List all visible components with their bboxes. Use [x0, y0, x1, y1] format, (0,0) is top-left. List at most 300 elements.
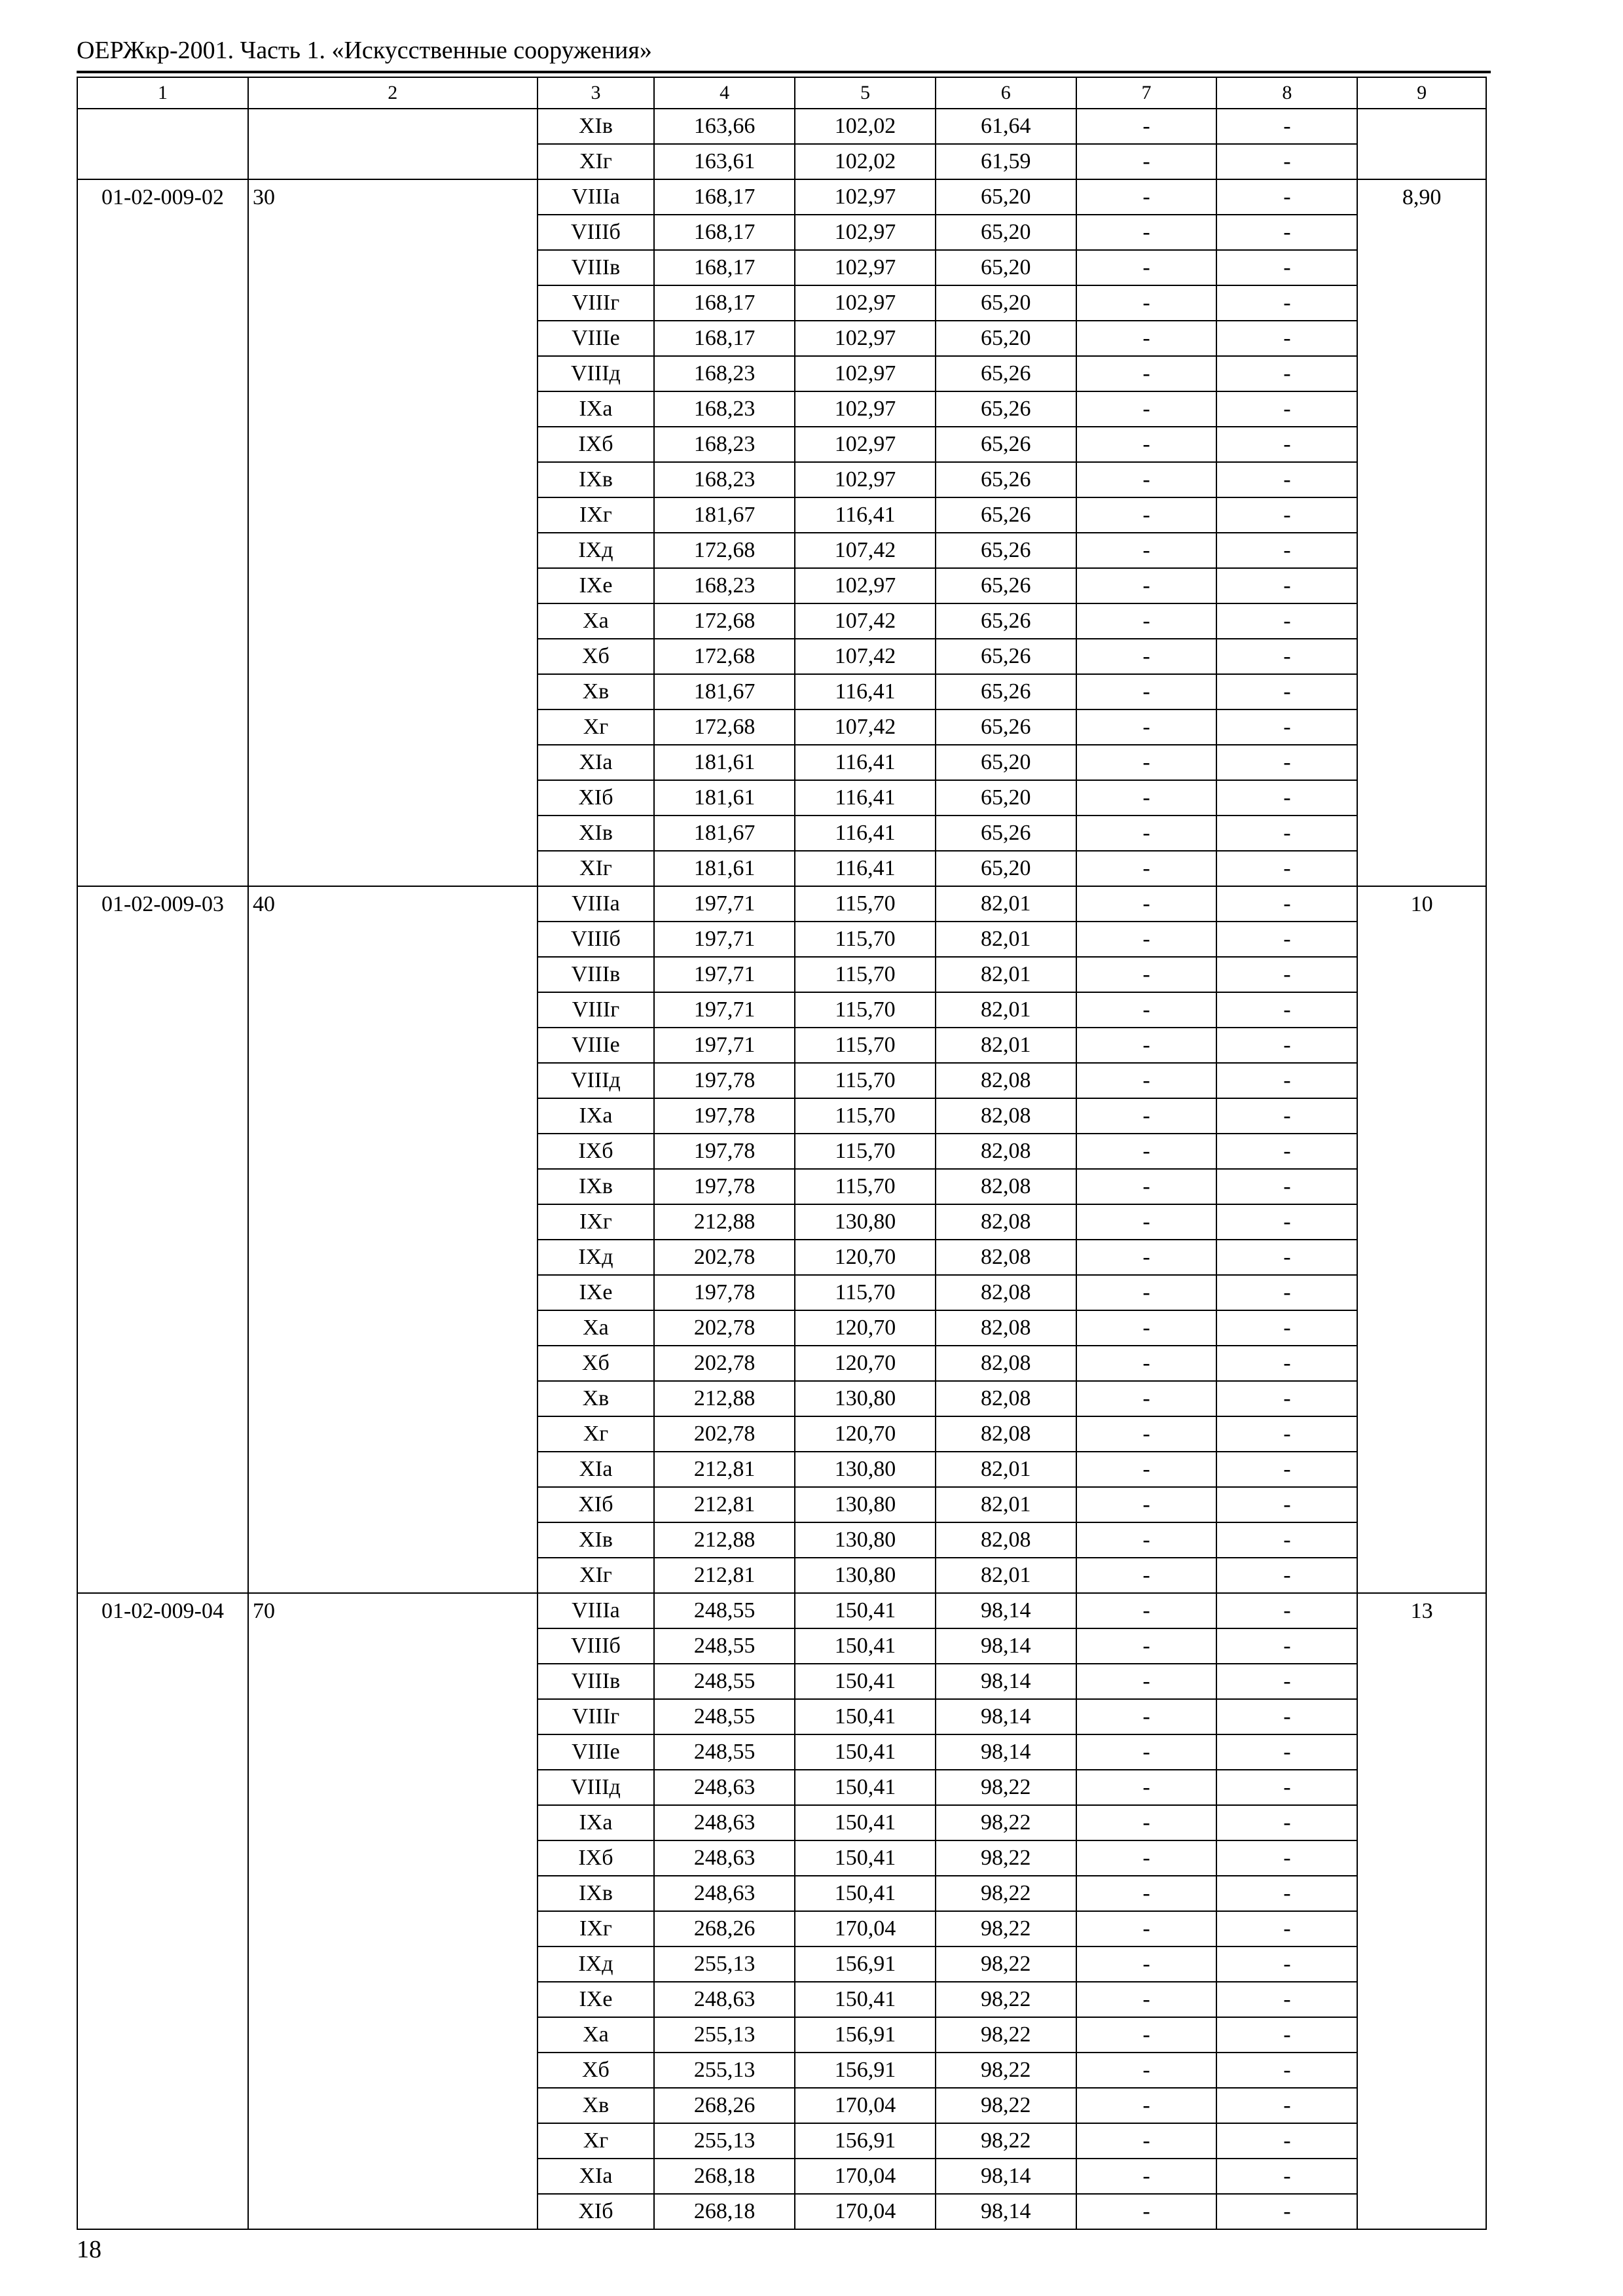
variant-cell: IXб: [538, 1840, 655, 1876]
variant-cell: VIIIв: [538, 957, 655, 992]
norm-code-cell: [77, 109, 248, 179]
value-col7-cell: -: [1076, 2017, 1217, 2053]
value-col6-cell: 82,08: [936, 1240, 1076, 1275]
value-col8-cell: -: [1216, 2088, 1357, 2123]
value-col7-cell: -: [1076, 1558, 1217, 1593]
norm-parameter-cell: 70: [248, 1593, 538, 2229]
value-col7-cell: -: [1076, 2159, 1217, 2194]
value-col4-cell: 212,81: [654, 1487, 795, 1522]
value-col7-cell: -: [1076, 568, 1217, 603]
value-col6-cell: 98,14: [936, 1699, 1076, 1734]
variant-cell: VIIIе: [538, 321, 655, 356]
column-number-cell: 1: [77, 77, 248, 109]
variant-cell: IXе: [538, 568, 655, 603]
value-col7-cell: -: [1076, 2123, 1217, 2159]
value-col6-cell: 61,59: [936, 144, 1076, 179]
value-col6-cell: 98,22: [936, 1876, 1076, 1911]
value-col6-cell: 98,14: [936, 1734, 1076, 1770]
variant-cell: Xб: [538, 1346, 655, 1381]
value-col4-cell: 168,17: [654, 285, 795, 321]
value-col8-cell: -: [1216, 250, 1357, 285]
value-col7-cell: -: [1076, 957, 1217, 992]
variant-cell: VIIIг: [538, 1699, 655, 1734]
value-col6-cell: 98,22: [936, 2053, 1076, 2088]
value-col8-cell: -: [1216, 1275, 1357, 1310]
page-number: 18: [77, 2236, 101, 2263]
value-col5-cell: 102,97: [795, 179, 936, 215]
value-col5-cell: 156,91: [795, 2123, 936, 2159]
variant-cell: Xв: [538, 1381, 655, 1416]
value-col4-cell: 181,61: [654, 745, 795, 780]
value-col7-cell: -: [1076, 533, 1217, 568]
value-col8-cell: -: [1216, 144, 1357, 179]
variant-cell: VIIIб: [538, 1628, 655, 1664]
value-col6-cell: 98,22: [936, 1982, 1076, 2017]
variant-cell: VIIIд: [538, 1063, 655, 1098]
value-col5-cell: 156,91: [795, 2053, 936, 2088]
value-col4-cell: 197,78: [654, 1275, 795, 1310]
value-col7-cell: -: [1076, 603, 1217, 639]
column9-cell: 10: [1357, 886, 1486, 1593]
value-col7-cell: -: [1076, 639, 1217, 674]
value-col8-cell: -: [1216, 1628, 1357, 1664]
value-col5-cell: 130,80: [795, 1381, 936, 1416]
variant-cell: XIб: [538, 2194, 655, 2229]
value-col8-cell: -: [1216, 603, 1357, 639]
value-col8-cell: -: [1216, 1204, 1357, 1240]
variant-cell: IXв: [538, 1876, 655, 1911]
value-col6-cell: 65,26: [936, 462, 1076, 497]
value-col4-cell: 248,63: [654, 1840, 795, 1876]
column-number-cell: 9: [1357, 77, 1486, 109]
value-col5-cell: 170,04: [795, 1911, 936, 1946]
value-col6-cell: 82,01: [936, 1028, 1076, 1063]
value-col6-cell: 65,20: [936, 780, 1076, 816]
value-col4-cell: 202,78: [654, 1346, 795, 1381]
variant-cell: IXд: [538, 1946, 655, 1982]
value-col7-cell: -: [1076, 109, 1217, 144]
value-col5-cell: 107,42: [795, 639, 936, 674]
value-col8-cell: -: [1216, 391, 1357, 427]
value-col7-cell: -: [1076, 922, 1217, 957]
value-col7-cell: -: [1076, 709, 1217, 745]
value-col7-cell: -: [1076, 886, 1217, 922]
value-col4-cell: 255,13: [654, 1946, 795, 1982]
value-col6-cell: 82,01: [936, 957, 1076, 992]
value-col7-cell: -: [1076, 179, 1217, 215]
value-col8-cell: -: [1216, 1522, 1357, 1558]
value-col7-cell: -: [1076, 1452, 1217, 1487]
variant-cell: VIIIе: [538, 1028, 655, 1063]
value-col8-cell: -: [1216, 2194, 1357, 2229]
variant-cell: XIа: [538, 1452, 655, 1487]
value-col5-cell: 116,41: [795, 780, 936, 816]
value-col6-cell: 82,08: [936, 1275, 1076, 1310]
value-col8-cell: -: [1216, 2159, 1357, 2194]
value-col8-cell: -: [1216, 356, 1357, 391]
value-col7-cell: -: [1076, 1628, 1217, 1664]
value-col4-cell: 268,26: [654, 1911, 795, 1946]
value-col4-cell: 168,23: [654, 568, 795, 603]
variant-cell: XIб: [538, 780, 655, 816]
value-col8-cell: -: [1216, 1911, 1357, 1946]
value-col5-cell: 102,97: [795, 356, 936, 391]
variant-cell: VIIIб: [538, 215, 655, 250]
value-col4-cell: 255,13: [654, 2123, 795, 2159]
value-col4-cell: 268,18: [654, 2159, 795, 2194]
variant-cell: Xг: [538, 2123, 655, 2159]
variant-cell: Xб: [538, 2053, 655, 2088]
value-col6-cell: 98,22: [936, 1805, 1076, 1840]
value-col8-cell: -: [1216, 1416, 1357, 1452]
value-col5-cell: 130,80: [795, 1204, 936, 1240]
value-col8-cell: -: [1216, 1381, 1357, 1416]
value-col8-cell: -: [1216, 1558, 1357, 1593]
value-col5-cell: 102,97: [795, 321, 936, 356]
value-col4-cell: 212,88: [654, 1522, 795, 1558]
value-col7-cell: -: [1076, 816, 1217, 851]
value-col7-cell: -: [1076, 1381, 1217, 1416]
value-col6-cell: 98,22: [936, 1911, 1076, 1946]
value-col4-cell: 172,68: [654, 639, 795, 674]
variant-cell: IXг: [538, 497, 655, 533]
value-col6-cell: 98,14: [936, 2159, 1076, 2194]
value-col6-cell: 65,20: [936, 179, 1076, 215]
value-col4-cell: 168,17: [654, 215, 795, 250]
value-col7-cell: -: [1076, 1911, 1217, 1946]
value-col8-cell: -: [1216, 745, 1357, 780]
value-col4-cell: 248,63: [654, 1876, 795, 1911]
value-col8-cell: -: [1216, 1876, 1357, 1911]
value-col6-cell: 82,08: [936, 1134, 1076, 1169]
value-col4-cell: 197,78: [654, 1063, 795, 1098]
variant-cell: Xв: [538, 674, 655, 709]
variant-cell: IXд: [538, 533, 655, 568]
value-col8-cell: -: [1216, 780, 1357, 816]
value-col5-cell: 116,41: [795, 851, 936, 886]
value-col6-cell: 65,20: [936, 851, 1076, 886]
value-col6-cell: 98,22: [936, 2017, 1076, 2053]
value-col8-cell: -: [1216, 1805, 1357, 1840]
value-col8-cell: -: [1216, 1699, 1357, 1734]
value-col5-cell: 102,97: [795, 250, 936, 285]
value-col8-cell: -: [1216, 2017, 1357, 2053]
column-number-cell: 3: [538, 77, 655, 109]
value-col6-cell: 65,26: [936, 533, 1076, 568]
value-col8-cell: -: [1216, 321, 1357, 356]
norm-code-cell: 01-02-009-02: [77, 179, 248, 886]
value-col4-cell: 212,81: [654, 1452, 795, 1487]
value-col5-cell: 150,41: [795, 1876, 936, 1911]
value-col5-cell: 170,04: [795, 2159, 936, 2194]
value-col8-cell: -: [1216, 1734, 1357, 1770]
value-col6-cell: 82,08: [936, 1522, 1076, 1558]
value-col5-cell: 150,41: [795, 1770, 936, 1805]
value-col4-cell: 197,71: [654, 992, 795, 1028]
value-col5-cell: 107,42: [795, 603, 936, 639]
value-col4-cell: 197,71: [654, 922, 795, 957]
value-col6-cell: 82,01: [936, 1487, 1076, 1522]
value-col4-cell: 163,66: [654, 109, 795, 144]
value-col8-cell: -: [1216, 1240, 1357, 1275]
value-col6-cell: 82,08: [936, 1310, 1076, 1346]
value-col6-cell: 61,64: [936, 109, 1076, 144]
column-number-cell: 7: [1076, 77, 1217, 109]
value-col4-cell: 181,61: [654, 851, 795, 886]
variant-cell: VIIIв: [538, 250, 655, 285]
value-col8-cell: -: [1216, 992, 1357, 1028]
value-col8-cell: -: [1216, 568, 1357, 603]
value-col5-cell: 102,97: [795, 462, 936, 497]
value-col6-cell: 65,26: [936, 674, 1076, 709]
value-col7-cell: -: [1076, 462, 1217, 497]
value-col7-cell: -: [1076, 992, 1217, 1028]
value-col6-cell: 65,26: [936, 568, 1076, 603]
variant-cell: XIг: [538, 1558, 655, 1593]
value-col5-cell: 107,42: [795, 533, 936, 568]
value-col4-cell: 197,71: [654, 886, 795, 922]
value-col5-cell: 150,41: [795, 1664, 936, 1699]
value-col7-cell: -: [1076, 1028, 1217, 1063]
value-col7-cell: -: [1076, 1946, 1217, 1982]
value-col6-cell: 98,22: [936, 2123, 1076, 2159]
value-col4-cell: 212,81: [654, 1558, 795, 1593]
column-number-cell: 6: [936, 77, 1076, 109]
value-col5-cell: 150,41: [795, 1593, 936, 1628]
value-col4-cell: 268,26: [654, 2088, 795, 2123]
value-col4-cell: 168,17: [654, 321, 795, 356]
value-col8-cell: -: [1216, 957, 1357, 992]
value-col4-cell: 255,13: [654, 2017, 795, 2053]
value-col5-cell: 102,97: [795, 285, 936, 321]
column9-cell: [1357, 109, 1486, 179]
value-col7-cell: -: [1076, 1593, 1217, 1628]
table-row: [77, 109, 1486, 144]
value-col4-cell: 181,67: [654, 497, 795, 533]
variant-cell: VIIIа: [538, 1593, 655, 1628]
value-col4-cell: 163,61: [654, 144, 795, 179]
value-col6-cell: 82,08: [936, 1204, 1076, 1240]
value-col4-cell: 168,23: [654, 427, 795, 462]
value-col5-cell: 130,80: [795, 1558, 936, 1593]
value-col4-cell: 197,78: [654, 1134, 795, 1169]
value-col5-cell: 116,41: [795, 674, 936, 709]
variant-cell: IXг: [538, 1204, 655, 1240]
value-col7-cell: -: [1076, 321, 1217, 356]
value-col8-cell: -: [1216, 1593, 1357, 1628]
variant-cell: VIIIб: [538, 922, 655, 957]
value-col5-cell: 115,70: [795, 1169, 936, 1204]
value-col5-cell: 115,70: [795, 1275, 936, 1310]
value-col5-cell: 102,97: [795, 391, 936, 427]
value-col7-cell: -: [1076, 1699, 1217, 1734]
variant-cell: IXа: [538, 1098, 655, 1134]
value-col6-cell: 65,20: [936, 215, 1076, 250]
value-col5-cell: 150,41: [795, 1628, 936, 1664]
value-col5-cell: 150,41: [795, 1699, 936, 1734]
value-col4-cell: 168,17: [654, 179, 795, 215]
variant-cell: VIIIе: [538, 1734, 655, 1770]
table-row: [77, 886, 1486, 922]
value-col7-cell: -: [1076, 1240, 1217, 1275]
variant-cell: IXа: [538, 1805, 655, 1840]
value-col6-cell: 65,20: [936, 321, 1076, 356]
variant-cell: IXб: [538, 1134, 655, 1169]
variant-cell: XIв: [538, 1522, 655, 1558]
value-col8-cell: -: [1216, 922, 1357, 957]
value-col8-cell: -: [1216, 709, 1357, 745]
value-col5-cell: 156,91: [795, 1946, 936, 1982]
value-col4-cell: 248,55: [654, 1699, 795, 1734]
norm-parameter-cell: [248, 109, 538, 179]
value-col4-cell: 168,17: [654, 250, 795, 285]
value-col8-cell: -: [1216, 179, 1357, 215]
value-col5-cell: 115,70: [795, 957, 936, 992]
variant-cell: Xа: [538, 603, 655, 639]
header-rule: [77, 71, 1491, 73]
value-col7-cell: -: [1076, 745, 1217, 780]
table-row: [77, 179, 1486, 215]
norm-parameter-cell: 40: [248, 886, 538, 1593]
norm-parameter-cell: 30: [248, 179, 538, 886]
value-col6-cell: 98,14: [936, 1593, 1076, 1628]
value-col8-cell: -: [1216, 462, 1357, 497]
value-col7-cell: -: [1076, 356, 1217, 391]
value-col4-cell: 168,23: [654, 391, 795, 427]
value-col8-cell: -: [1216, 851, 1357, 886]
value-col6-cell: 82,08: [936, 1169, 1076, 1204]
variant-cell: IXе: [538, 1275, 655, 1310]
value-col8-cell: -: [1216, 1063, 1357, 1098]
value-col8-cell: -: [1216, 1982, 1357, 2017]
value-col4-cell: 212,88: [654, 1381, 795, 1416]
value-col6-cell: 98,14: [936, 1664, 1076, 1699]
value-col5-cell: 102,97: [795, 215, 936, 250]
value-col4-cell: 197,71: [654, 1028, 795, 1063]
column9-cell: 13: [1357, 1593, 1486, 2229]
value-col6-cell: 82,08: [936, 1098, 1076, 1134]
norms-table: [77, 77, 1487, 2230]
value-col7-cell: -: [1076, 1982, 1217, 2017]
variant-cell: XIг: [538, 851, 655, 886]
value-col8-cell: -: [1216, 816, 1357, 851]
value-col4-cell: 172,68: [654, 603, 795, 639]
value-col5-cell: 102,97: [795, 568, 936, 603]
value-col5-cell: 130,80: [795, 1452, 936, 1487]
value-col4-cell: 181,67: [654, 816, 795, 851]
value-col6-cell: 82,08: [936, 1416, 1076, 1452]
value-col4-cell: 255,13: [654, 2053, 795, 2088]
column-number-cell: 8: [1216, 77, 1357, 109]
value-col7-cell: -: [1076, 1346, 1217, 1381]
value-col4-cell: 202,78: [654, 1240, 795, 1275]
norm-code-cell: 01-02-009-04: [77, 1593, 248, 2229]
variant-cell: Xб: [538, 639, 655, 674]
table-row: [77, 1593, 1486, 1628]
value-col6-cell: 98,14: [936, 2194, 1076, 2229]
value-col5-cell: 115,70: [795, 992, 936, 1028]
value-col7-cell: -: [1076, 215, 1217, 250]
value-col7-cell: -: [1076, 1487, 1217, 1522]
value-col5-cell: 156,91: [795, 2017, 936, 2053]
value-col5-cell: 107,42: [795, 709, 936, 745]
value-col6-cell: 82,08: [936, 1381, 1076, 1416]
value-col7-cell: -: [1076, 250, 1217, 285]
value-col4-cell: 248,55: [654, 1734, 795, 1770]
value-col6-cell: 65,26: [936, 639, 1076, 674]
variant-cell: Xг: [538, 1416, 655, 1452]
value-col5-cell: 102,97: [795, 427, 936, 462]
value-col6-cell: 98,22: [936, 1840, 1076, 1876]
variant-cell: XIв: [538, 109, 655, 144]
value-col8-cell: -: [1216, 2053, 1357, 2088]
value-col6-cell: 65,20: [936, 285, 1076, 321]
value-col6-cell: 82,08: [936, 1346, 1076, 1381]
value-col7-cell: -: [1076, 674, 1217, 709]
value-col4-cell: 197,71: [654, 957, 795, 992]
value-col4-cell: 202,78: [654, 1416, 795, 1452]
value-col4-cell: 212,88: [654, 1204, 795, 1240]
value-col8-cell: -: [1216, 1840, 1357, 1876]
value-col8-cell: -: [1216, 639, 1357, 674]
value-col8-cell: -: [1216, 1169, 1357, 1204]
value-col7-cell: -: [1076, 1204, 1217, 1240]
variant-cell: VIIIг: [538, 992, 655, 1028]
value-col7-cell: -: [1076, 1169, 1217, 1204]
variant-cell: VIIIд: [538, 1770, 655, 1805]
value-col7-cell: -: [1076, 1063, 1217, 1098]
value-col7-cell: -: [1076, 2194, 1217, 2229]
variant-cell: XIб: [538, 1487, 655, 1522]
value-col6-cell: 98,22: [936, 2088, 1076, 2123]
value-col5-cell: 120,70: [795, 1416, 936, 1452]
variant-cell: IXд: [538, 1240, 655, 1275]
value-col5-cell: 116,41: [795, 745, 936, 780]
value-col4-cell: 172,68: [654, 709, 795, 745]
value-col6-cell: 98,22: [936, 1770, 1076, 1805]
value-col4-cell: 248,55: [654, 1628, 795, 1664]
value-col8-cell: -: [1216, 2123, 1357, 2159]
variant-cell: Xг: [538, 709, 655, 745]
value-col7-cell: -: [1076, 1840, 1217, 1876]
norm-code-cell: 01-02-009-03: [77, 886, 248, 1593]
value-col6-cell: 82,08: [936, 1063, 1076, 1098]
value-col7-cell: -: [1076, 285, 1217, 321]
value-col8-cell: -: [1216, 285, 1357, 321]
value-col8-cell: -: [1216, 1452, 1357, 1487]
value-col7-cell: -: [1076, 1770, 1217, 1805]
value-col7-cell: -: [1076, 1876, 1217, 1911]
value-col8-cell: -: [1216, 1346, 1357, 1381]
table-body: [77, 77, 1486, 2229]
value-col6-cell: 65,26: [936, 497, 1076, 533]
value-col7-cell: -: [1076, 1098, 1217, 1134]
column-number-cell: 4: [654, 77, 795, 109]
variant-cell: Xа: [538, 2017, 655, 2053]
value-col4-cell: 248,63: [654, 1770, 795, 1805]
value-col7-cell: -: [1076, 427, 1217, 462]
variant-cell: XIа: [538, 745, 655, 780]
value-col4-cell: 172,68: [654, 533, 795, 568]
page-header-title: ОЕРЖкр-2001. Часть 1. «Искусственные сооружения»: [77, 37, 652, 64]
value-col5-cell: 130,80: [795, 1522, 936, 1558]
value-col8-cell: -: [1216, 1134, 1357, 1169]
value-col5-cell: 150,41: [795, 1734, 936, 1770]
value-col7-cell: -: [1076, 1134, 1217, 1169]
value-col5-cell: 102,02: [795, 144, 936, 179]
value-col4-cell: 248,55: [654, 1664, 795, 1699]
value-col4-cell: 202,78: [654, 1310, 795, 1346]
